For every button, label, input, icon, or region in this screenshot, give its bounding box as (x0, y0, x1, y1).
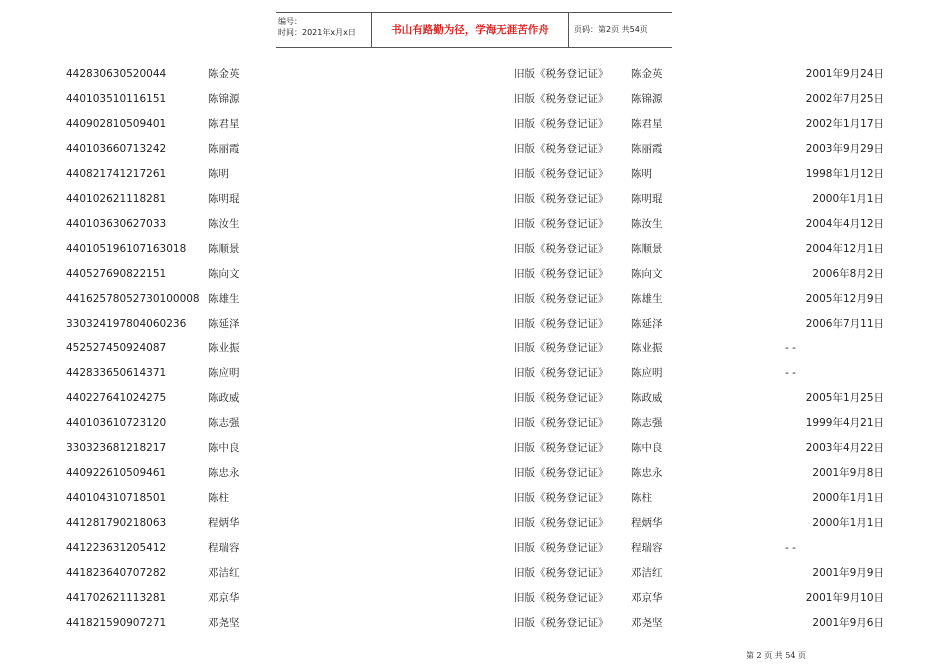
taxpayer-name: 陈延泽 (208, 317, 240, 330)
certificate-type: 旧版《税务登记证》 (514, 192, 609, 205)
registration-date: 2004年4月12日 (805, 217, 884, 230)
header-number-label: 编号： (278, 17, 302, 26)
record-row (0, 511, 950, 536)
record-row (0, 87, 950, 112)
record-row (0, 361, 950, 386)
certificate-type: 旧版《税务登记证》 (514, 342, 609, 355)
taxpayer-id: 44162578052730100008 (66, 292, 200, 305)
legal-representative: 陈政威 (631, 392, 663, 405)
taxpayer-name: 陈忠永 (208, 467, 240, 480)
taxpayer-id: 440103630627033 (66, 217, 167, 230)
registration-date: 2005年12月9日 (805, 292, 884, 305)
legal-representative: 陈中良 (631, 442, 663, 455)
taxpayer-id: 441702621113281 (66, 591, 167, 604)
taxpayer-name: 陈汝生 (208, 217, 240, 230)
registration-date: 2000年1月1日 (812, 192, 884, 205)
certificate-type: 旧版《税务登记证》 (514, 542, 609, 555)
certificate-type: 旧版《税务登记证》 (514, 242, 609, 255)
taxpayer-name: 陈业振 (208, 342, 240, 355)
registration-date: 2002年1月17日 (805, 117, 884, 130)
taxpayer-id: 440821741217261 (66, 167, 167, 180)
header-time-label: 时间：2021年x月x日 (278, 28, 356, 37)
taxpayer-id: 441821590907271 (66, 616, 167, 629)
certificate-type: 旧版《税务登记证》 (514, 167, 609, 180)
legal-representative: 陈柱 (631, 492, 652, 505)
certificate-type: 旧版《税务登记证》 (514, 317, 609, 330)
page-footer: 第 2 页 共 54 页 (746, 651, 806, 660)
taxpayer-name: 陈顺景 (208, 242, 240, 255)
record-row (0, 386, 950, 411)
taxpayer-name: 邓洁红 (208, 567, 240, 579)
record-row (0, 411, 950, 436)
certificate-type: 旧版《税务登记证》 (514, 467, 609, 480)
certificate-type: 旧版《税务登记证》 (514, 392, 609, 405)
registration-date: - - (785, 342, 796, 355)
taxpayer-name: 陈志强 (208, 417, 240, 430)
certificate-type: 旧版《税务登记证》 (514, 616, 609, 629)
record-row (0, 187, 950, 212)
record-row (0, 611, 950, 636)
taxpayer-id: 440104310718501 (66, 492, 167, 505)
taxpayer-name: 陈雄生 (208, 292, 240, 305)
record-row (0, 436, 950, 461)
taxpayer-name: 邓京华 (208, 591, 240, 604)
certificate-type: 旧版《税务登记证》 (514, 267, 609, 280)
record-row (0, 212, 950, 237)
legal-representative: 陈金英 (631, 68, 663, 80)
taxpayer-name: 陈柱 (208, 492, 229, 505)
taxpayer-name: 程瑞容 (208, 542, 240, 555)
record-row (0, 336, 950, 361)
registration-date: 2006年8月2日 (812, 267, 884, 280)
legal-representative: 陈明琨 (631, 192, 663, 205)
taxpayer-name: 陈向文 (208, 267, 240, 280)
taxpayer-name: 程炳华 (208, 517, 240, 530)
certificate-type: 旧版《税务登记证》 (514, 68, 609, 80)
taxpayer-name: 陈丽霞 (208, 142, 240, 155)
legal-representative: 陈顺景 (631, 242, 663, 255)
header-meta (278, 16, 370, 46)
page-header (276, 12, 672, 48)
registration-date: 1999年4月21日 (805, 417, 884, 430)
registration-date: 2000年1月1日 (812, 517, 884, 530)
taxpayer-id: 440527690822151 (66, 267, 167, 280)
certificate-type: 旧版《税务登记证》 (514, 217, 609, 230)
registration-date: 2005年1月25日 (805, 392, 884, 405)
legal-representative: 程炳华 (631, 517, 663, 530)
record-row (0, 287, 950, 312)
registration-date: - - (785, 367, 796, 380)
registration-date: 2003年9月29日 (805, 142, 884, 155)
registration-date: 2000年1月1日 (812, 492, 884, 505)
taxpayer-id: 440105196107163018 (66, 242, 187, 255)
taxpayer-name: 陈应明 (208, 367, 240, 380)
registration-date: 2001年9月9日 (812, 567, 884, 579)
legal-representative: 陈业振 (631, 342, 663, 355)
taxpayer-id: 330324197804060236 (66, 317, 187, 330)
record-row (0, 312, 950, 337)
certificate-type: 旧版《税务登记证》 (514, 367, 609, 380)
registration-date: 2001年9月8日 (812, 467, 884, 480)
record-row (0, 112, 950, 137)
taxpayer-id: 440103510116151 (66, 92, 167, 105)
record-row (0, 262, 950, 287)
taxpayer-id: 441223631205412 (66, 542, 167, 555)
legal-representative: 陈向文 (631, 267, 663, 280)
taxpayer-id: 440922610509461 (66, 467, 167, 480)
taxpayer-id: 440902810509401 (66, 117, 167, 130)
legal-representative: 陈明 (631, 167, 652, 180)
taxpayer-name: 陈中良 (208, 442, 240, 455)
legal-representative: 陈延泽 (631, 317, 663, 330)
legal-representative: 邓京华 (631, 591, 663, 604)
taxpayer-id: 442833650614371 (66, 367, 167, 380)
legal-representative: 陈志强 (631, 417, 663, 430)
certificate-type: 旧版《税务登记证》 (514, 117, 609, 130)
taxpayer-name: 陈金英 (208, 68, 240, 80)
legal-representative: 陈应明 (631, 367, 663, 380)
registration-date: 2001年9月10日 (805, 591, 884, 604)
taxpayer-name: 陈君星 (208, 117, 240, 130)
taxpayer-id: 441823640707282 (66, 567, 167, 579)
record-row (0, 486, 950, 511)
header-motto: 书山有路勤为径，学海无涯苦作舟 (371, 13, 569, 47)
registration-date: 2006年7月11日 (805, 317, 884, 330)
taxpayer-id: 440227641024275 (66, 392, 167, 405)
taxpayer-name: 陈政威 (208, 392, 240, 405)
certificate-type: 旧版《税务登记证》 (514, 492, 609, 505)
record-row (0, 586, 950, 611)
legal-representative: 程瑞容 (631, 542, 663, 555)
legal-representative: 陈丽霞 (631, 142, 663, 155)
registration-date: 2003年4月22日 (805, 442, 884, 455)
certificate-type: 旧版《税务登记证》 (514, 517, 609, 530)
taxpayer-id: 452527450924087 (66, 342, 167, 355)
certificate-type: 旧版《税务登记证》 (514, 417, 609, 430)
legal-representative: 陈君星 (631, 117, 663, 130)
registration-date: - - (785, 542, 796, 555)
record-row (0, 461, 950, 486)
record-row (0, 237, 950, 262)
taxpayer-id: 330323681218217 (66, 442, 167, 455)
taxpayer-name: 陈明 (208, 167, 229, 180)
certificate-type: 旧版《税务登记证》 (514, 142, 609, 155)
legal-representative: 陈忠永 (631, 467, 663, 480)
registration-date: 2001年9月6日 (812, 616, 884, 629)
certificate-type: 旧版《税务登记证》 (514, 567, 609, 579)
registration-date: 1998年1月12日 (805, 167, 884, 180)
certificate-type: 旧版《税务登记证》 (514, 442, 609, 455)
record-row (0, 561, 950, 586)
legal-representative: 陈汝生 (631, 217, 663, 230)
record-row (0, 536, 950, 561)
record-row (0, 62, 950, 87)
legal-representative: 陈雄生 (631, 292, 663, 305)
taxpayer-name: 陈明琨 (208, 192, 240, 205)
taxpayer-id: 442830630520044 (66, 68, 167, 80)
header-page-code: 页码：第2页 共54页 (574, 25, 648, 34)
legal-representative: 陈锦源 (631, 92, 663, 105)
legal-representative: 邓尧坚 (631, 616, 663, 629)
record-row (0, 162, 950, 187)
registration-date: 2001年9月24日 (805, 68, 884, 80)
taxpayer-id: 440103660713242 (66, 142, 167, 155)
certificate-type: 旧版《税务登记证》 (514, 591, 609, 604)
record-row (0, 137, 950, 162)
taxpayer-name: 邓尧坚 (208, 616, 240, 629)
certificate-type: 旧版《税务登记证》 (514, 292, 609, 305)
taxpayer-id: 440102621118281 (66, 192, 167, 205)
taxpayer-id: 441281790218063 (66, 517, 167, 530)
certificate-type: 旧版《税务登记证》 (514, 92, 609, 105)
registration-date: 2002年7月25日 (805, 92, 884, 105)
registration-date: 2004年12月1日 (805, 242, 884, 255)
taxpayer-id: 440103610723120 (66, 417, 167, 430)
taxpayer-name: 陈锦源 (208, 92, 240, 105)
legal-representative: 邓洁红 (631, 567, 663, 579)
